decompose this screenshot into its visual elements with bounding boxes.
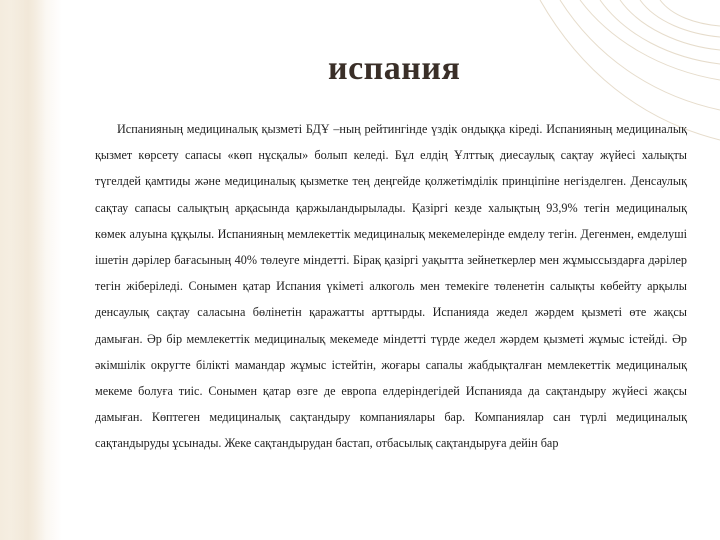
left-decorative-strip (0, 0, 62, 540)
slide-title: испания (328, 50, 461, 87)
left-strip-highlight (10, 0, 46, 540)
slide-body-text: Испанияның медициналық қызметі БДҰ –ның рейтингінде үздік ондыққа кіреді. Испанияның медициналық қызмет көрсету сапасы «көп нұсқалы» болып келеді. Бұл елдің Ұлттық диесаулық сақтау жүйесі халықты түгелдей қамтиды және медициналық қызметке тең деңгейде қолжетімділік принціпіне негізделген. Денсаулық сақтау сапасы салықтың арқасында қаржыландырылады. Қазіргі кезде халықтың 93,9% тегін медициналық көмек алуына құқылы. Испанияның мемлекеттік медициналық мекемелерінде емделу тегін. Дегенмен, емделуші iшетін дәрілер бағасының 40% төлеуге міндетті. Бірақ қазіргі уақытта зейнеткерлер мен жұмыссыздарға дәрілер тегін жіберіледі. Сонымен қатар Испания үкіметі алкоголь мен темекіге төленетін салықты көбейту арқылы денсаулық сақтау саласына бөлінетін қаражатты арттырды. Испанияда жедел жәрдем қызметі өте жақсы дамыған. Әр бір мемлекеттік медициналық мекемеде міндетті түрде жедел жәрдем қызметі жұмыс істейді. Әр әкімшілік округте білікті мамандар жұмыс істейтін, жоғары сапалы жабдықталған мемлекеттік медициналық мекеме болуға тиіс. Сонымен қатар өзге де европа елдеріндегідей Испанияда да сақтандыру жүйесі жақсы дамыған. Көптеген медициналық сақтандыру компаниялары бар. Компаниялар сан түрлі медициналық сақтандыруды ұсынады. Жеке сақтандырудан бастап, отбасылық сақтандыруға дейін бар (95, 122, 687, 451)
